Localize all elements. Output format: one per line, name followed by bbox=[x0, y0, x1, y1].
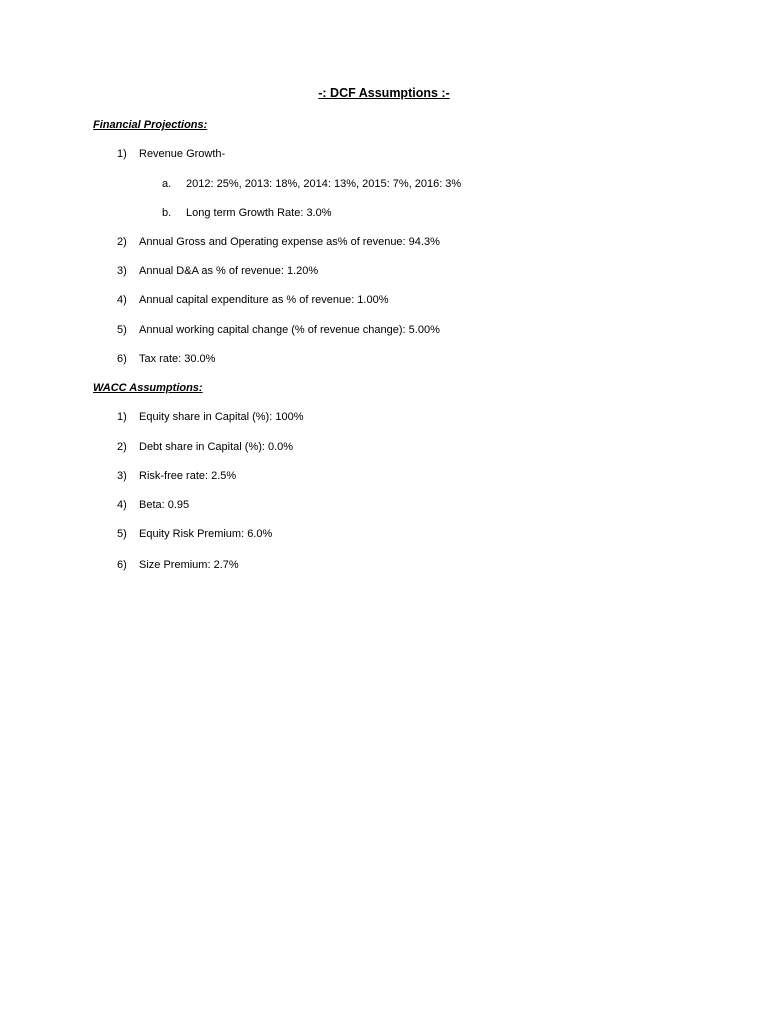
financial-item-1 bbox=[117, 148, 225, 160]
item-text: Beta: 0.95 bbox=[139, 499, 190, 511]
item-text: Annual working capital change (% of revenue change): 5.00% bbox=[139, 324, 440, 336]
item-number: 4) bbox=[117, 499, 127, 511]
item-number: 1) bbox=[117, 411, 127, 423]
item-text: Equity share in Capital (%): 100% bbox=[139, 411, 304, 423]
revenue-growth-subitem-a bbox=[162, 178, 461, 190]
subitem-text: 2012: 25%, 2013: 18%, 2014: 13%, 2015: 7%, 2016: 3% bbox=[186, 178, 462, 190]
item-text: Debt share in Capital (%): 0.0% bbox=[139, 441, 294, 453]
financial-item-6 bbox=[117, 353, 215, 365]
item-number: 2) bbox=[117, 236, 127, 248]
item-number: 4) bbox=[117, 294, 127, 306]
subitem-text: Long term Growth Rate: 3.0% bbox=[186, 207, 332, 219]
item-number: 5) bbox=[117, 528, 127, 540]
item-number: 1) bbox=[117, 148, 127, 160]
item-text: Tax rate: 30.0% bbox=[139, 353, 216, 365]
item-text: Risk-free rate: 2.5% bbox=[139, 470, 237, 482]
subitem-letter: b. bbox=[162, 207, 172, 219]
item-number: 6) bbox=[117, 559, 127, 571]
item-number: 3) bbox=[117, 470, 127, 482]
wacc-item-1 bbox=[117, 411, 303, 423]
revenue-growth-subitem-b bbox=[162, 207, 332, 219]
wacc-item-2 bbox=[117, 441, 293, 453]
financial-projections-heading: Financial Projections: bbox=[93, 119, 208, 131]
item-number: 3) bbox=[117, 265, 127, 277]
wacc-item-6 bbox=[117, 559, 239, 571]
item-text: Annual capital expenditure as % of revenue: 1.00% bbox=[139, 294, 389, 306]
financial-item-5 bbox=[117, 324, 440, 336]
wacc-assumptions-heading: WACC Assumptions: bbox=[93, 382, 203, 394]
item-text: Annual D&A as % of revenue: 1.20% bbox=[139, 265, 319, 277]
item-number: 6) bbox=[117, 353, 127, 365]
wacc-item-3 bbox=[117, 470, 236, 482]
item-text: Size Premium: 2.7% bbox=[139, 559, 239, 571]
page-title: -: DCF Assumptions :- bbox=[318, 86, 450, 100]
wacc-item-5 bbox=[117, 528, 272, 540]
item-text: Annual Gross and Operating expense as% of revenue: 94.3% bbox=[139, 236, 440, 248]
subitem-letter: a. bbox=[162, 178, 172, 190]
item-text: Revenue Growth- bbox=[139, 148, 226, 160]
item-number: 2) bbox=[117, 441, 127, 453]
financial-item-2 bbox=[117, 236, 440, 248]
item-text: Equity Risk Premium: 6.0% bbox=[139, 528, 273, 540]
item-number: 5) bbox=[117, 324, 127, 336]
financial-item-4 bbox=[117, 294, 389, 306]
wacc-item-4 bbox=[117, 499, 189, 511]
financial-item-3 bbox=[117, 265, 318, 277]
